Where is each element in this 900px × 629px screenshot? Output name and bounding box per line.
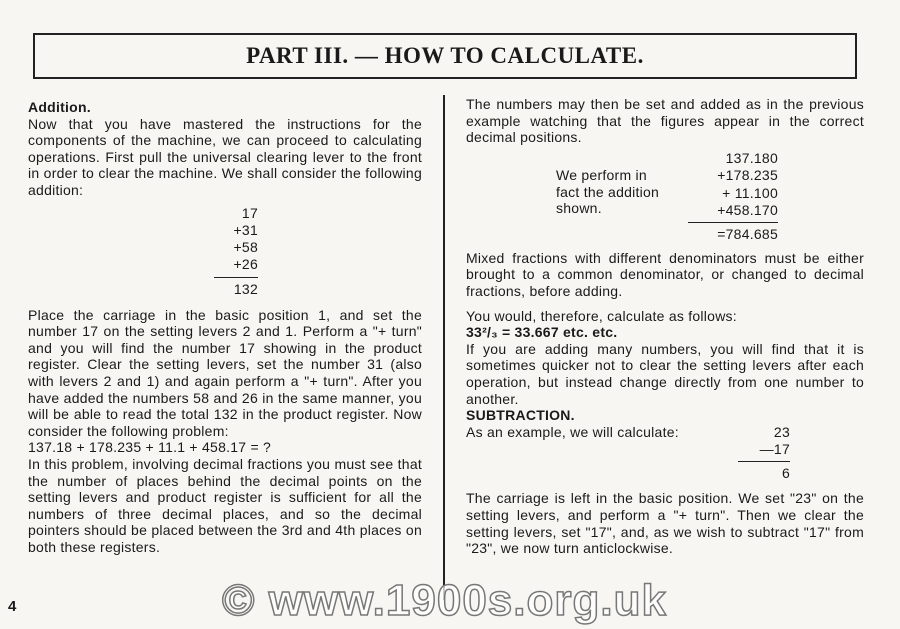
sub-rule bbox=[738, 461, 790, 462]
right-column bbox=[466, 96, 864, 557]
example-rule bbox=[688, 222, 778, 223]
watermark: © www.1900s.org.uk bbox=[222, 576, 667, 625]
example-line: +178.235 bbox=[717, 167, 778, 184]
example-caption-line: We perform in bbox=[556, 166, 647, 183]
example-caption bbox=[556, 150, 688, 244]
fraction-example: 33²/₃ = 33.667 etc. etc. bbox=[466, 324, 618, 341]
calculate-as-follows: You would, therefore, calculate as follows: bbox=[466, 307, 737, 324]
subtraction-heading: SUBTRACTION. bbox=[466, 407, 575, 424]
subtraction-example bbox=[466, 424, 864, 483]
subtraction-paragraph: The carriage is left in the basic position. We set "23" on the setting levers, and perform a "+ turn". Then we clear the setting levers, set "17", and, as we wish to subtract "17" from "23", we now turn anticlockwise. bbox=[466, 490, 864, 557]
example-caption-line: fact the addition bbox=[556, 183, 660, 200]
subtraction-intro: As an example, we will calculate: bbox=[466, 423, 679, 440]
example-caption-line: shown. bbox=[556, 200, 602, 217]
sum-line: 17 bbox=[241, 204, 258, 221]
sum-line: +31 bbox=[233, 221, 258, 238]
sum-line: +26 bbox=[233, 256, 258, 273]
title-box bbox=[33, 33, 857, 79]
addition-sum bbox=[214, 205, 258, 299]
left-column bbox=[28, 99, 422, 555]
many-numbers-paragraph: If you are adding many numbers, you will find that it is sometimes quicker not to clear the setting levers after each operation, but instead change directly from one number to another. bbox=[466, 340, 864, 407]
example-total: =784.685 bbox=[717, 226, 778, 243]
sub-total: 6 bbox=[781, 465, 790, 482]
addition-procedure-paragraph: Place the carriage in the basic position 1, and set the number 17 on the setting levers 2 and 1. Perform a "+ turn" and you will find the number 17 showing in the product register. Clear the setting levers, set the number 31 (also with levers 2 and 1) and again perform a "+ turn". After you have added the numbers 58 and 26 in the same manner, you will be able to read the total 132 in the product register. Now consider the following problem: bbox=[28, 306, 422, 439]
mixed-fractions-paragraph: Mixed fractions with different denominators must be either brought to a common denominator, or changed to decimal fractions, before adding. bbox=[466, 249, 864, 299]
decimal-problem: 137.18 + 178.235 + 11.1 + 458.17 = ? bbox=[28, 439, 272, 456]
sub-line: 23 bbox=[773, 423, 790, 440]
continuation-paragraph: The numbers may then be set and added as in the previous example watching that the figures appear in the correct decimal positions. bbox=[466, 96, 864, 146]
example-line: 137.180 bbox=[725, 149, 778, 166]
sub-line: —17 bbox=[759, 440, 790, 457]
page-number: 4 bbox=[8, 598, 17, 615]
page-title: PART III. — HOW TO CALCULATE. bbox=[246, 43, 644, 68]
addition-intro-paragraph: Now that you have mastered the instructions for the components of the machine, we can proceed to calculating operations. First pull the universal clearing lever to the front in order to clear the machine. We shall consider the following addition: bbox=[28, 115, 422, 198]
sum-total: 132 bbox=[233, 281, 258, 298]
column-divider bbox=[443, 95, 445, 600]
decimal-addition-example bbox=[556, 150, 864, 244]
example-line: + 11.100 bbox=[722, 184, 778, 201]
example-numbers bbox=[688, 150, 778, 244]
decimal-paragraph: In this problem, involving decimal fractions you must see that the number of places behind the decimal points on the setting levers and product register is sufficient for all the numbers of three decimal places, and so the decimal pointers should be placed between the 3rd and 4th places on both these registers. bbox=[28, 455, 422, 555]
addition-heading: Addition. bbox=[28, 99, 91, 115]
sum-line: +58 bbox=[233, 238, 258, 255]
example-line: +458.170 bbox=[717, 202, 778, 218]
subtraction-sum bbox=[738, 424, 790, 483]
sum-rule bbox=[214, 277, 258, 278]
